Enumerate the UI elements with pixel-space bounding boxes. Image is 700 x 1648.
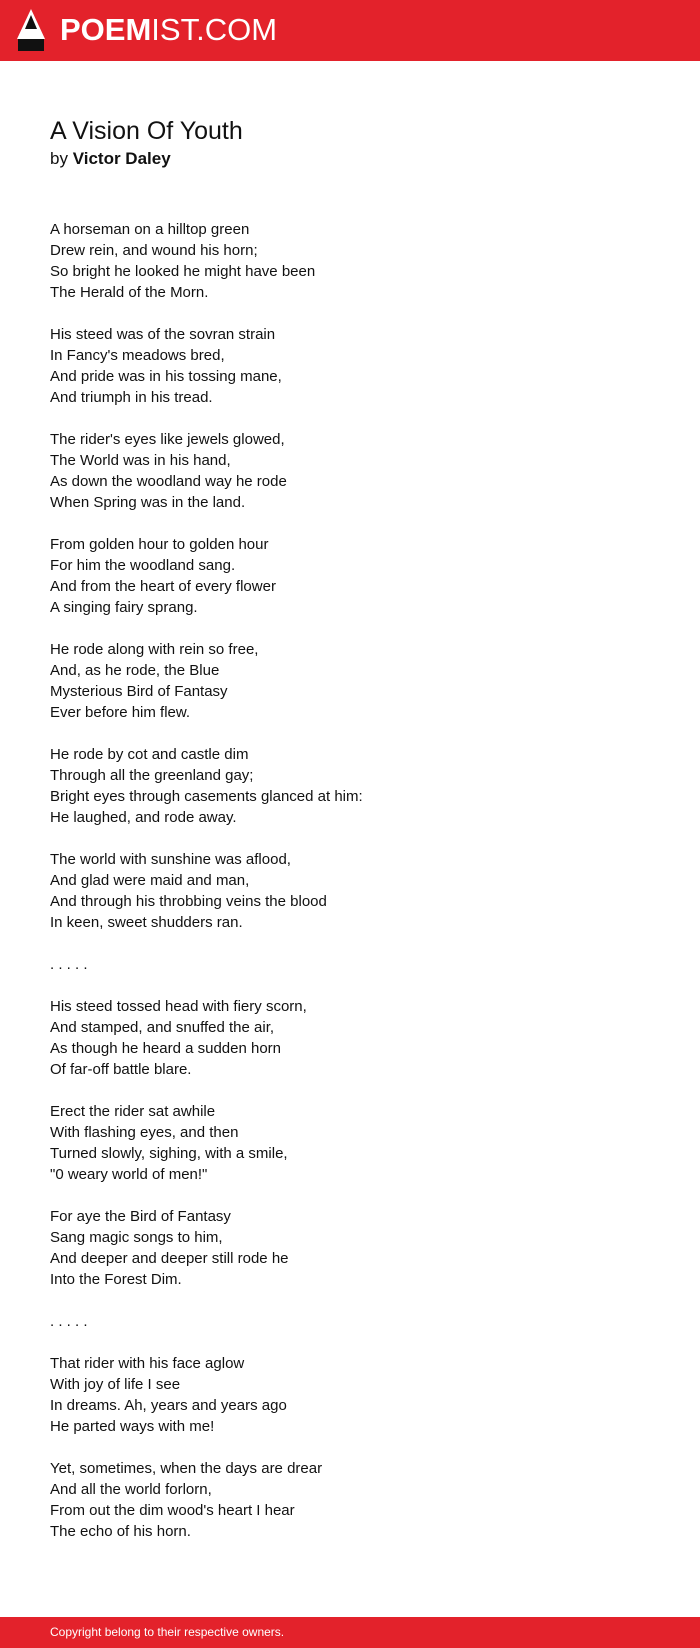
poem-line: With flashing eyes, and then bbox=[50, 1124, 239, 1141]
poem-line: He rode by cot and castle dim bbox=[50, 746, 249, 763]
poem-line: In dreams. Ah, years and years ago bbox=[50, 1397, 287, 1414]
poem-stanza bbox=[50, 534, 650, 618]
poem-line: Erect the rider sat awhile bbox=[50, 1103, 216, 1120]
poem-line: And through his throbbing veins the blood bbox=[50, 893, 327, 910]
poem-line: "0 weary world of men!" bbox=[50, 1166, 208, 1183]
poem-line: And deeper and deeper still rode he bbox=[50, 1250, 289, 1267]
poem-line: A singing fairy sprang. bbox=[50, 599, 198, 616]
poem-stanza bbox=[50, 639, 650, 723]
poem-line: For him the woodland sang. bbox=[50, 557, 236, 574]
poem-line: In Fancy's meadows bred, bbox=[50, 347, 225, 364]
copyright-text: Copyright belong to their respective owners. bbox=[50, 1625, 285, 1639]
poem-line: He parted ways with me! bbox=[50, 1418, 215, 1435]
site-logo[interactable] bbox=[60, 12, 277, 48]
poem-line: From golden hour to golden hour bbox=[50, 536, 269, 553]
poem-line: And all the world forlorn, bbox=[50, 1481, 212, 1498]
poem-stanza bbox=[50, 996, 650, 1080]
poem-line: And stamped, and snuffed the air, bbox=[50, 1019, 275, 1036]
poem-stanza bbox=[50, 429, 650, 513]
poem-line: And, as he rode, the Blue bbox=[50, 662, 220, 679]
poem-stanza bbox=[50, 744, 650, 828]
poem-stanza bbox=[50, 1311, 650, 1332]
poem-stanza bbox=[50, 1206, 650, 1290]
poem-line: And pride was in his tossing mane, bbox=[50, 368, 282, 385]
poem-line: The World was in his hand, bbox=[50, 452, 231, 469]
poem-stanza bbox=[50, 849, 650, 933]
poem-line: . . . . . bbox=[50, 1313, 88, 1330]
poem-stanza bbox=[50, 1353, 650, 1437]
poem-line: With joy of life I see bbox=[50, 1376, 181, 1393]
poem-stanza bbox=[50, 324, 650, 408]
poem-line: That rider with his face aglow bbox=[50, 1355, 245, 1372]
poem-line: Yet, sometimes, when the days are drear bbox=[50, 1460, 323, 1477]
poem-line: And glad were maid and man, bbox=[50, 872, 250, 889]
poem-line: And from the heart of every flower bbox=[50, 578, 276, 595]
author-name[interactable]: Victor Daley bbox=[72, 149, 171, 168]
poem-line: Through all the greenland gay; bbox=[50, 767, 254, 784]
poem-line: Turned slowly, sighing, with a smile, bbox=[50, 1145, 288, 1162]
site-header bbox=[0, 0, 700, 61]
poem-stanza bbox=[50, 219, 650, 303]
logo-light-text: IST.COM bbox=[151, 12, 278, 47]
poem-line: Ever before him flew. bbox=[50, 704, 191, 721]
poem-line: From out the dim wood's heart I hear bbox=[50, 1502, 295, 1519]
poem-line: His steed was of the sovran strain bbox=[50, 326, 276, 343]
poem-line: A horseman on a hilltop green bbox=[50, 221, 250, 238]
poem-line: As though he heard a sudden horn bbox=[50, 1040, 282, 1057]
poem-line: Drew rein, and wound his horn; bbox=[50, 242, 258, 259]
poem-line: The rider's eyes like jewels glowed, bbox=[50, 431, 285, 448]
poem-line: Into the Forest Dim. bbox=[50, 1271, 182, 1288]
poem-line: Of far-off battle blare. bbox=[50, 1061, 192, 1078]
poem-line: Sang magic songs to him, bbox=[50, 1229, 223, 1246]
poem-line: He laughed, and rode away. bbox=[50, 809, 237, 826]
by-label: by bbox=[50, 149, 68, 168]
poem-stanza bbox=[50, 1458, 650, 1542]
pencil-logo-icon[interactable] bbox=[17, 9, 45, 52]
poem-stanza bbox=[50, 1101, 650, 1185]
poem-line: Mysterious Bird of Fantasy bbox=[50, 683, 228, 700]
poem-line: The echo of his horn. bbox=[50, 1523, 191, 1540]
site-footer bbox=[0, 1617, 700, 1648]
poem-line: Bright eyes through casements glanced at him: bbox=[50, 788, 363, 805]
poem-byline bbox=[50, 147, 171, 171]
poem-line: For aye the Bird of Fantasy bbox=[50, 1208, 231, 1225]
poem-line: The Herald of the Morn. bbox=[50, 284, 209, 301]
poem-line: As down the woodland way he rode bbox=[50, 473, 287, 490]
logo-bold-text: POEM bbox=[60, 12, 152, 47]
poem-line: He rode along with rein so free, bbox=[50, 641, 259, 658]
poem-line: And triumph in his tread. bbox=[50, 389, 213, 406]
poem-line: The world with sunshine was aflood, bbox=[50, 851, 291, 868]
poem-stanza bbox=[50, 954, 650, 975]
poem-title: A Vision Of Youth bbox=[50, 117, 243, 145]
poem-line: . . . . . bbox=[50, 956, 88, 973]
poem-line: His steed tossed head with fiery scorn, bbox=[50, 998, 307, 1015]
poem-line: When Spring was in the land. bbox=[50, 494, 246, 511]
poem-line: So bright he looked he might have been bbox=[50, 263, 316, 280]
poem-body bbox=[50, 219, 650, 1563]
poem-line: In keen, sweet shudders ran. bbox=[50, 914, 243, 931]
